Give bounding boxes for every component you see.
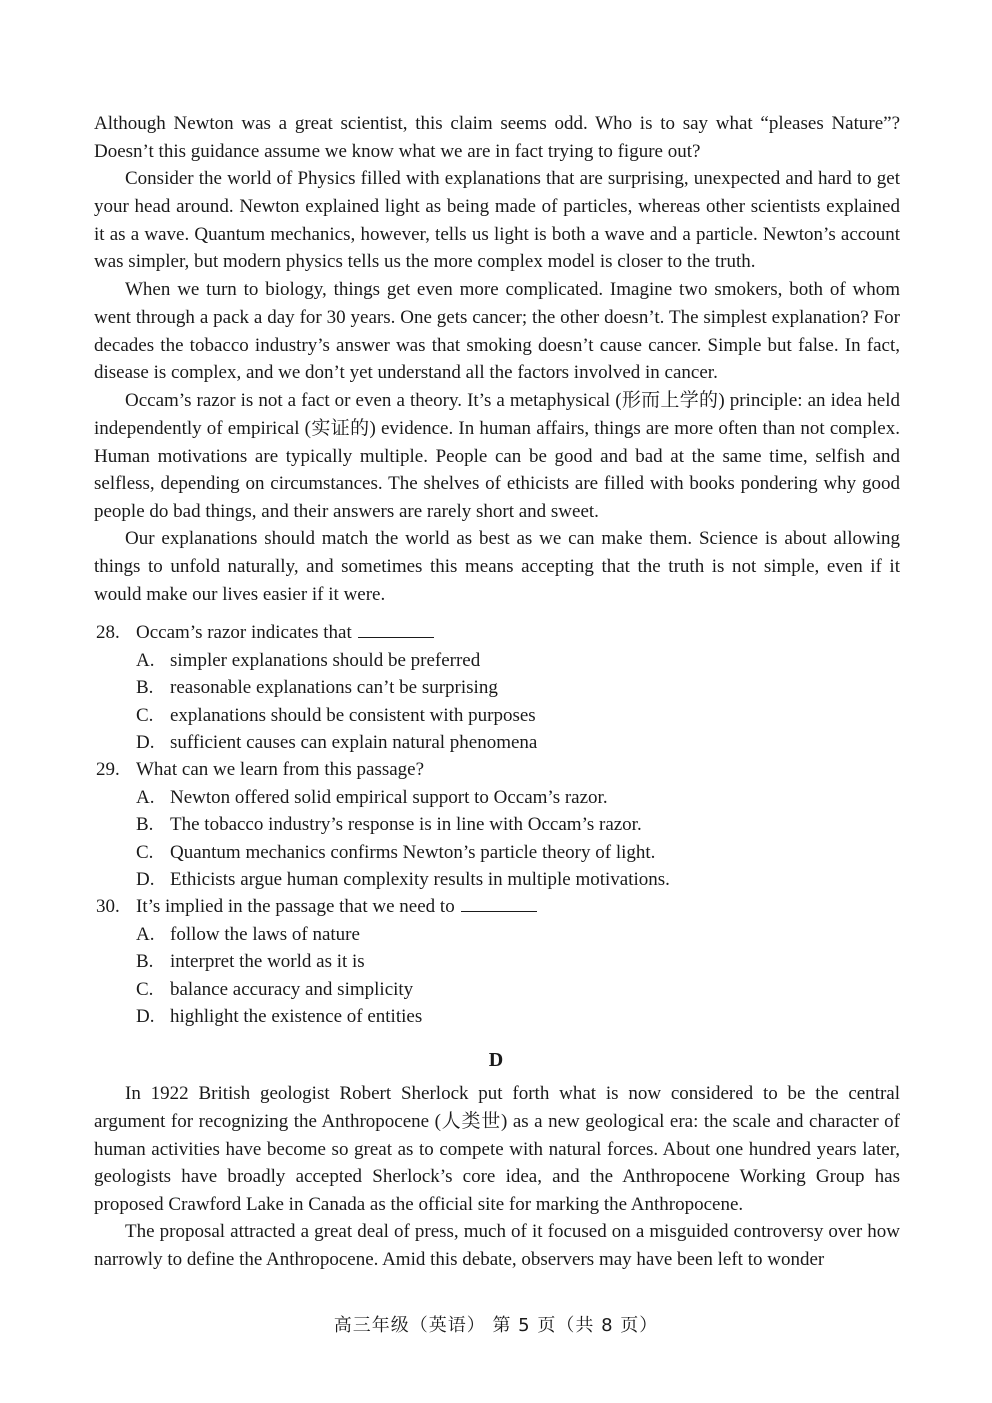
passage-paragraph: In 1922 British geologist Robert Sherlock put forth what is now considered to be the central argument for recognizing the Anthropocene (人类世) as a new geological era: the scale and character of human activities have become so great as to compete with natural forces. About one hundred years later, geologists have broadly accepted Sherlock’s core idea, and the Anthropocene Working Group has proposed Crawford Lake in Canada as the official site for marking the Anthropocene. xyxy=(94,1083,900,1216)
question-28 xyxy=(96,619,537,757)
passage-paragraph: When we turn to biology, things get even more complicated. Imagine two smokers, both of whom went through a pack a day for 30 years. One gets cancer; the other doesn’t. The simplest explanation? For decades the tobacco industry’s answer was that smoking doesn’t cause cancer. Simple but false. In fact, disease is complex, and we don’t yet understand all the factors involved in cancer. xyxy=(94,279,900,384)
option-d: D. Ethicists argue human complexity results in multiple motivations. xyxy=(136,869,670,890)
passage-paragraph: Consider the world of Physics filled with explanations that are surprising, unexpected and hard to get your head around. Newton explained light as being made of particles, whereas other scientists explained it as a wave. Quantum mechanics, however, tells us light is both a wave and a particle. Newton’s account was simpler, but modern physics tells us the more complex model is closer to the truth. xyxy=(94,168,900,273)
passage-paragraph: Occam’s razor is not a fact or even a theory. It’s a metaphysical (形而上学的) principle: an idea held independently of empirical (实证的) evidence. In human affairs, things are more often than not complex. Human motivations are typically multiple. People can be good and bad at the same time, selfish and selfless, depending on circumstances. The shelves of ethicists are filled with books pondering why good people do bad things, and their answers are rarely short and sweet. xyxy=(94,390,900,523)
question-number: 28. xyxy=(96,622,120,643)
option-d: D. highlight the existence of entities xyxy=(136,1006,423,1027)
question-number: 29. xyxy=(96,759,120,780)
option-d: D. sufficient causes can explain natural phenomena xyxy=(136,732,538,753)
option-c: C. balance accuracy and simplicity xyxy=(136,978,414,1000)
passage-paragraph: Our explanations should match the world as best as we can make them. Science is about allowing things to unfold naturally, and sometimes this means accepting that the truth is not simple, even if it would make our lives easier if it were. xyxy=(94,528,900,605)
option-c: C. Quantum mechanics confirms Newton’s particle theory of light. xyxy=(136,841,656,863)
section-title: D xyxy=(488,1049,504,1071)
question-text: What can we learn from this passage? xyxy=(136,759,425,780)
option-a: A. simpler explanations should be preferred xyxy=(136,649,481,671)
passage-paragraph: Although Newton was a great scientist, this claim seems odd. Who is to say what “pleases Nature”? Doesn’t this guidance assume we know what we are in fact trying to figure out? xyxy=(94,113,900,162)
question-29 xyxy=(96,756,670,894)
question-number: 30. xyxy=(96,896,120,917)
page-footer: 高三年级（英语） 第 5 页（共 8 页） xyxy=(333,1315,659,1336)
option-c: C. explanations should be consistent with purposes xyxy=(136,704,536,726)
option-a: A. follow the laws of nature xyxy=(136,923,360,945)
answer-blank xyxy=(461,894,537,912)
question-stem xyxy=(96,619,537,647)
option-a: A. Newton offered solid empirical support to Occam’s razor. xyxy=(136,786,608,808)
answer-blank xyxy=(358,620,434,638)
question-30 xyxy=(96,893,537,1031)
question-text: Occam’s razor indicates that xyxy=(136,622,352,643)
option-b: B. The tobacco industry’s response is in line with Occam’s razor. xyxy=(136,814,642,835)
option-b: B. interpret the world as it is xyxy=(136,951,365,972)
question-stem xyxy=(96,756,670,784)
question-text: It’s implied in the passage that we need to xyxy=(136,896,455,917)
option-b: B. reasonable explanations can’t be surprising xyxy=(136,677,498,698)
passage-paragraph: The proposal attracted a great deal of press, much of it focused on a misguided controversy over how narrowly to define the Anthropocene. Amid this debate, observers may have been left to wonder xyxy=(94,1221,900,1270)
question-stem xyxy=(96,893,537,921)
